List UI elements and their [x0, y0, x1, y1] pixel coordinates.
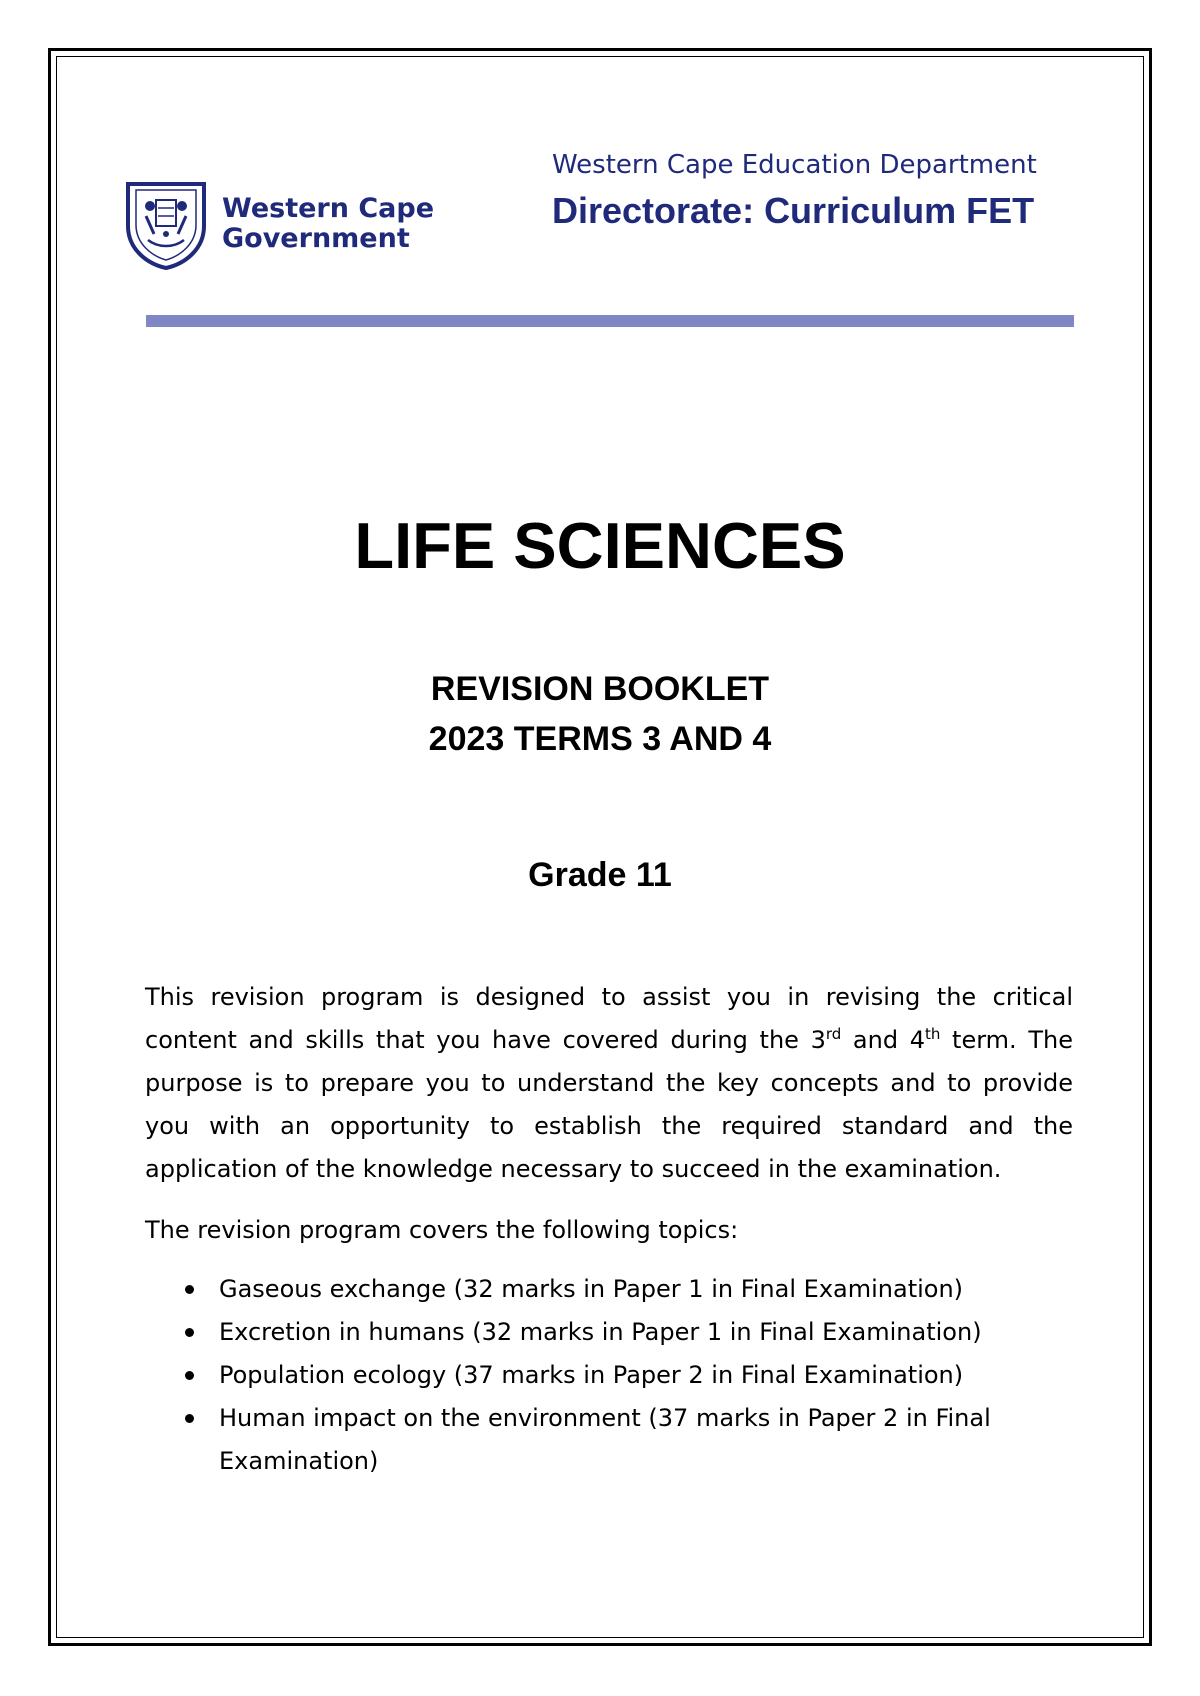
directorate-name: Directorate: Curriculum FET: [552, 190, 1035, 231]
bullet-icon: [185, 1371, 194, 1380]
topics-intro: The revision program covers the following topics:: [145, 1216, 739, 1244]
intro-text-part-1: This revision program is designed to assist you in revising the critical content and skills that you have covered during the 3: [145, 983, 1073, 1054]
intro-text-part-2: and 4: [841, 1026, 926, 1054]
topic-text: Population ecology (37 marks in Paper 2 in Final Examination): [219, 1361, 964, 1389]
document-title: LIFE SCIENCES: [354, 509, 846, 582]
intro-text-part-3: term. The purpose is to prepare you to understand the key concepts and to provide you with an opportunity to establish the required standard and the application of the knowledge necessary to succeed in the examination.: [145, 1026, 1073, 1183]
bullet-icon: [185, 1414, 194, 1423]
department-name: Western Cape Education Department: [552, 150, 1037, 180]
list-item: [145, 1397, 1073, 1483]
header-divider-bar: [146, 315, 1074, 327]
document-subtitle-line-1: REVISION BOOKLET: [430, 670, 770, 708]
topics-list: [145, 1268, 1073, 1483]
topic-text: Gaseous exchange (32 marks in Paper 1 in Final Examination): [219, 1275, 964, 1303]
government-logo: [120, 178, 434, 270]
list-item: [145, 1354, 1073, 1397]
list-item: [145, 1268, 1073, 1311]
grade-label: Grade 11: [528, 856, 672, 894]
ordinal-suffix-th: th: [925, 1025, 941, 1043]
topic-text: Excretion in humans (32 marks in Paper 1 in Final Examination): [219, 1318, 982, 1346]
coat-of-arms-shield-icon: [120, 178, 212, 270]
topic-text: Human impact on the environment (37 marks in Paper 2 in Final Examination): [219, 1404, 991, 1475]
body-content: [145, 976, 1073, 1483]
bullet-icon: [185, 1328, 194, 1337]
bullet-icon: [185, 1285, 194, 1294]
intro-paragraph: [145, 976, 1073, 1191]
logo-wordmark: Western Cape Government: [222, 193, 435, 254]
document-subtitle-line-2: 2023 TERMS 3 AND 4: [428, 720, 772, 758]
list-item: [145, 1311, 1073, 1354]
ordinal-suffix-rd: rd: [825, 1025, 842, 1043]
